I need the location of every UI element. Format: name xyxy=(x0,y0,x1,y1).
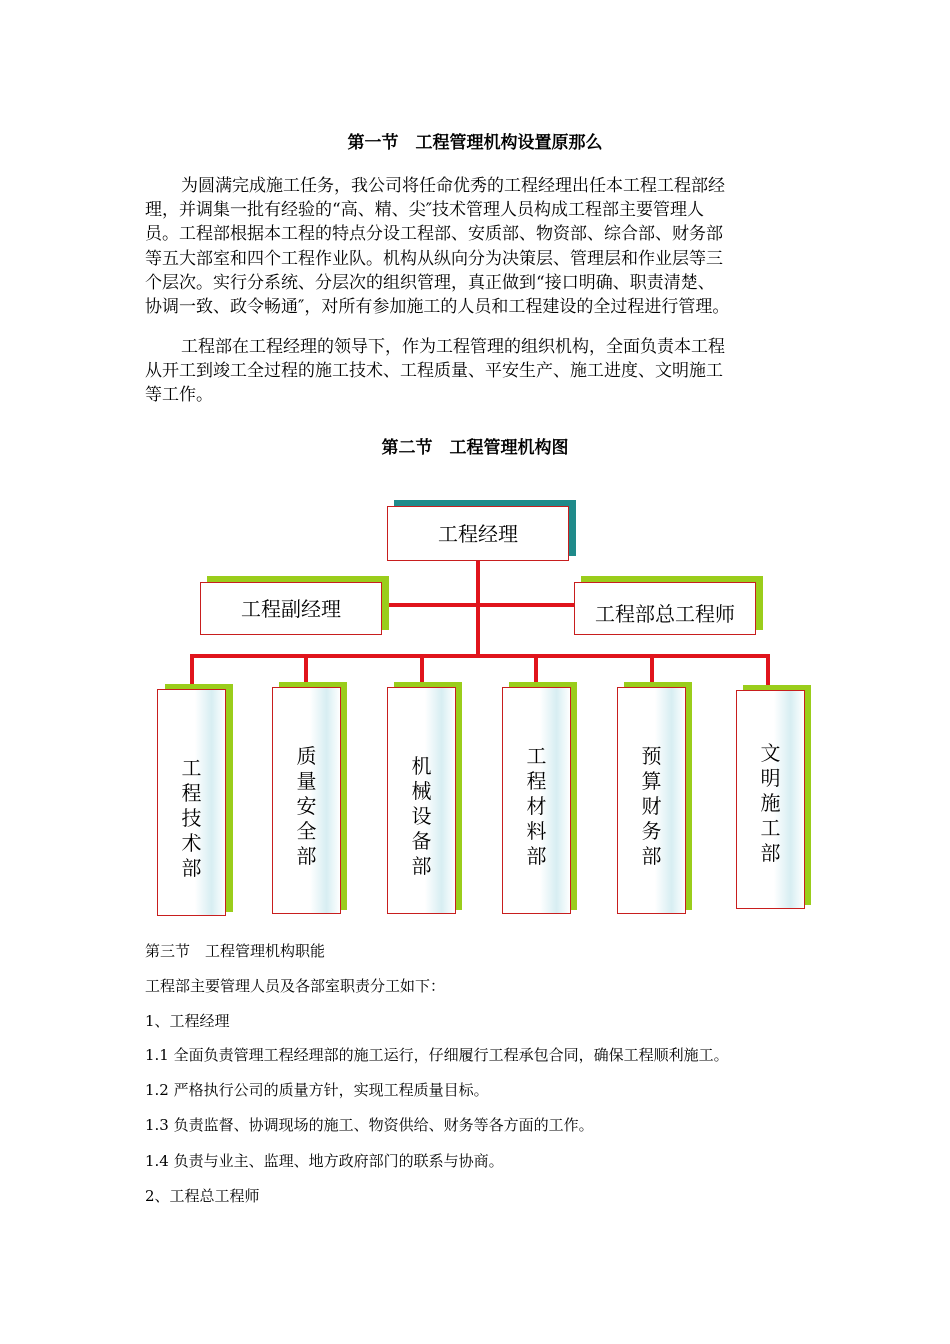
deputy-manager-label: 工程副经理 xyxy=(241,597,341,621)
section3-intro: 工程部主要管理人员及各部室职责分工如下： xyxy=(145,977,446,995)
duty-item: 2、工程总工程师 xyxy=(145,1187,260,1205)
section3-title: 第三节 工程管理机构职能 xyxy=(145,942,326,960)
project-manager-box xyxy=(387,506,569,561)
duty-item: 1.2 严格执行公司的质量方针，实现工程质量目标。 xyxy=(145,1081,489,1099)
para1-line: 协调一致、政令畅通″，对所有参加施工的人员和工程建设的全过程进行管理。 xyxy=(145,297,730,318)
department-label: 质 量 安 全 部 xyxy=(296,744,317,868)
department-box-materials xyxy=(502,687,571,914)
para2-line: 等工作。 xyxy=(145,385,213,406)
para2-line: 工程部在工程经理的领导下，作为工程管理的组织机构，全面负责本工程 xyxy=(181,337,725,357)
chief-engineer-label: 工程部总工程师 xyxy=(595,602,735,626)
duty-item: 1.4 负责与业主、监理、地方政府部门的联系与协商。 xyxy=(145,1152,504,1170)
connector-vertical-main xyxy=(476,560,480,658)
duty-item: 1.3 负责监督、协调现场的施工、物资供给、财务等各方面的工作。 xyxy=(145,1116,594,1134)
department-box-engineering-tech xyxy=(157,689,226,916)
connector-horizontal-deputies xyxy=(382,603,576,607)
para1-line: 理，并调集一批有经验的“高、精、尖″技术管理人员构成工程部主要管理人 xyxy=(145,200,705,221)
connector-horizontal-departments xyxy=(190,654,770,658)
department-label: 工 程 材 料 部 xyxy=(526,744,547,868)
department-label: 文 明 施 工 部 xyxy=(760,741,781,865)
para1-line: 等五大部室和四个工程作业队。机构从纵向分为决策层、管理层和作业层等三 xyxy=(145,248,723,269)
department-box-budget-finance xyxy=(617,687,686,914)
department-box-machinery xyxy=(387,687,456,914)
department-label: 预 算 财 务 部 xyxy=(641,744,662,868)
department-box-quality-safety xyxy=(272,687,341,914)
section2-title: 第二节 工程管理机构图 xyxy=(381,438,569,458)
connector-drop xyxy=(766,654,770,688)
department-box-civilized-construction xyxy=(736,690,805,909)
para1-line: 为圆满完成施工任务，我公司将任命优秀的工程经理出任本工程工程部经 xyxy=(181,176,725,196)
para2-line: 从开工到竣工全过程的施工技术、工程质量、平安生产、施工进度、文明施工 xyxy=(145,361,723,382)
department-label: 机 械 设 备 部 xyxy=(411,754,432,878)
chief-engineer-box xyxy=(574,582,756,635)
connector-drop xyxy=(190,654,194,688)
department-label: 工 程 技 术 部 xyxy=(181,756,202,880)
duty-item: 1、工程经理 xyxy=(145,1012,230,1030)
project-manager-label: 工程经理 xyxy=(438,522,518,546)
section1-title: 第一节 工程管理机构设置原那么 xyxy=(347,133,603,153)
para1-line: 个层次。实行分系统、分层次的组织管理，真正做到“接口明确、职责清楚、 xyxy=(145,272,715,293)
para1-line: 员。工程部根据本工程的特点分设工程部、安质部、物资部、综合部、财务部 xyxy=(145,224,723,245)
deputy-manager-box xyxy=(200,582,382,635)
duty-item: 1.1 全面负责管理工程经理部的施工运行，仔细履行工程承包合同，确保工程顺利施工。 xyxy=(145,1046,729,1064)
